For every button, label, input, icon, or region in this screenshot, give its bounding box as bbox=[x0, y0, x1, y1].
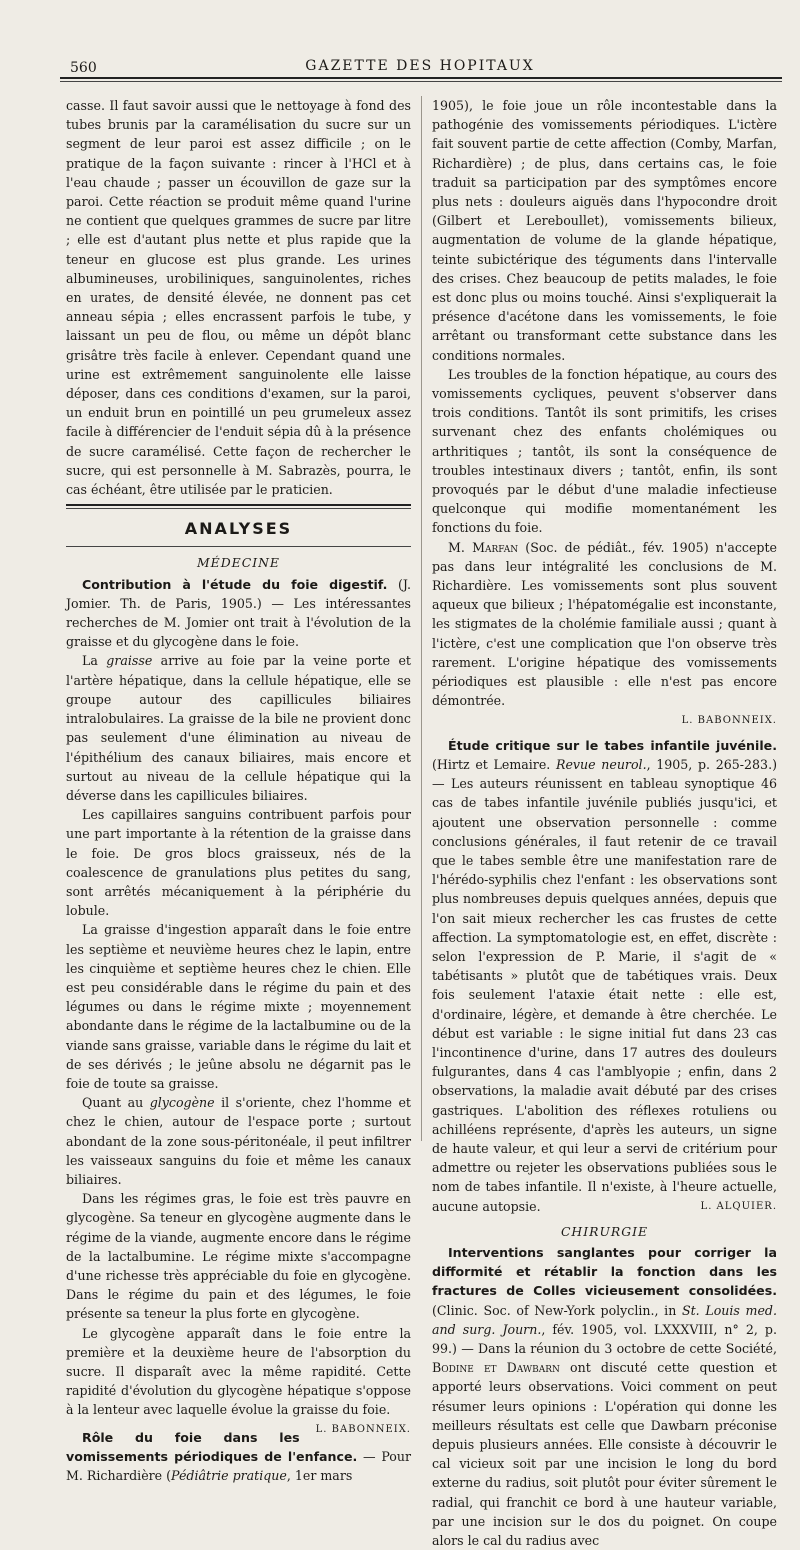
article-paragraph: Étude critique sur le tabes infantile juvénile. (Hirtz et Lemaire. Revue neurol., 1905, p. 265-283.) — Les auteurs réunissent en tableau synoptique 46 cas de tabes infantile juvénile publiés jusqu'ici, et ajoutent une observation personnelle : comme conclusions générales, il faut retenir de ce travail que le tabes semble être une manifestation rare de l'hérédo-syphilis chez l'enfant : les observations sont plus nombreuses depuis quelques années, depuis que l'on sait mieux rechercher les cas frustes de cette affection. La symptomatologie est, en effet, discrète : selon l'expression de P. Marie, il s'agit de « tabétisants » plutôt que de tabétiques vrais. Deux fois seulement l'ataxie était nette : elle est, d'ordinaire, légère, et demande à être cherchée. Le début est variable : le signe initial fut dans 23 cas l'incontinence d'urine, dans 17 autres des douleurs fulgurantes, dans 4 cas l'amblyopie ; enfin, dans 2 observations, la maladie avait débuté par des crises gastriques. L'abolition des réflexes rotuliens ou achilléens représente, d'après les auteurs, un signe de haute valeur, et qui leur a servi de critérium pour admettre ou rejeter les observations publiées sous le nom de tabes infantile. Il n'existe, à l'heure actuelle, aucune autopsie. L. ALQUIER. bbox=[432, 736, 777, 1216]
section-rule bbox=[66, 504, 411, 506]
article-paragraph: La graisse arrive au foie par la veine porte et l'artère hépatique, dans la cellule hépatique, elle se groupe autour des capillicules biliaires intralobulaires. La graisse de la bile ne provient donc pas seulement d'une élimination au niveau de l'épithélium des canaux biliaires, mais encore et surtout au niveau de la cellule hépatique qui la déverse dans les capillicules biliaires. bbox=[66, 653, 411, 803]
left-column bbox=[66, 96, 411, 1485]
article-paragraph: Les capillaires sanguins contribuent parfois pour une part importante à la rétention de la graisse dans le foie. De gros blocs graisseux, nés de la coalescence de granulations plus petites du sang, sont arrêtés mécaniquement à la périphérie du lobule. bbox=[66, 807, 411, 919]
article-title: Rôle du foie dans les vomissements périodiques de l'enfance. bbox=[66, 1429, 358, 1464]
subsection-title: CHIRURGIE bbox=[560, 1223, 649, 1239]
continued-paragraph: casse. Il faut savoir aussi que le nettoyage à fond des tubes brunis par la caramélisation du sucre sur un segment de leur paroi est assez difficile ; on le pratique de la façon suivante : rincer à l'HCl et à l'eau chaude ; passer un écouvillon de gaze sur la paroi. Cette réaction se produit même quand l'urine ne contient que quelques grammes de sucre par litre ; elle est d'autant plus nette et plus rapide que la teneur en glucose est plus grande. Les urines albumineuses, urobiliniques, sanguinolentes, riches en urates, de densité élevée, ne donnent pas cet anneau sépia ; elles encrassent parfois le tube, y laissant un peu de flou, ou même un dépôt blanc grisâtre très facile à enlever. Cependant quand une urine est extrêmement sanguinolente elle laisse déposer, dans ces conditions d'examen, sur la paroi, un enduit brun en pointillé un peu grumeleux assez facile à différencier de l'enduit sépia dû à la présence de sucre caramélisé. Cette façon de rechercher le sucre, qui est personnelle à M. Sabrazès, pourra, le cas échéant, être utilisée par le praticien. bbox=[66, 98, 411, 498]
article-paragraph: Rôle du foie dans les vomissements périodiques de l'enfance. — Pour M. Richardière (Pédiâtrie pratique, 1er mars bbox=[66, 1429, 411, 1484]
author-signature: L. BABONNEIX. bbox=[681, 714, 777, 726]
article-paragraph: La graisse d'ingestion apparaît dans le foie entre les septième et neuvième heures chez le lapin, entre les cinquième et septième heures chez le chien. Elle est peu considérable dans le régime du pain et des légumes ou dans le régime mixte ; moyennement abondante dans le régime de la lactalbumine ou de la viande sans graisse, variable dans le régime du lait et de ses dérivés ; le jeûne absolu ne dégarnit pas le foie de toute sa graisse. bbox=[66, 922, 411, 1091]
header-rule bbox=[60, 77, 782, 79]
article-paragraph: Les troubles de la fonction hépatique, au cours des vomissements cycliques, peuvent s'observer dans trois conditions. Tantôt ils sont primitifs, les crises survenant chez des enfants cholémiques ou arthritiques ; tantôt, ils sont la conséquence de troubles intestinaux divers ; tantôt, enfin, ils sont provoqués par le début d'une maladie infectieuse quelconque qui modifie momentanément les fonctions du foie. bbox=[432, 366, 777, 536]
article-title: Contribution à l'étude du foie digestif. bbox=[82, 576, 388, 592]
page-number: 560 bbox=[70, 60, 97, 76]
author-signature: L. ALQUIER. bbox=[700, 1200, 777, 1212]
article-paragraph: Dans les régimes gras, le foie est très pauvre en glycogène. Sa teneur en glycogène augmente dans le régime de la viande, augmente encore dans le régime de la lactalbumine. Le régime mixte s'accompagne d'une richesse très appréciable du foie en glycogène. Dans le régime du pain et des légumes, le foie présente sa teneur la plus forte en glycogène. bbox=[66, 1191, 411, 1322]
section-rule-thin bbox=[66, 508, 411, 509]
article-paragraph: 1905), le foie joue un rôle incontestable dans la pathogénie des vomissements périodiques. L'ictère fait souvent partie de cette affection (Comby, Marfan, Richardière) ; de plus, dans certains cas, le foie traduit sa participation par des symptômes encore plus nets : douleurs aiguës dans l'hypocondre droit (Gilbert et Lereboullet), vomissements bilieux, augmentation de volume de la glande hépatique, teinte subictérique des téguments dans l'intervalle des crises. Chez beaucoup de petits malades, le foie est donc plus ou moins touché. Ainsi s'expliquerait la présence d'acétone dans les vomissements, le foie arrêtant ou transformant cette substance dans les conditions normales. bbox=[432, 98, 777, 363]
column-divider bbox=[421, 96, 422, 1141]
article-title: Interventions sanglantes pour corriger la difformité et rétablir la fonction dans les fractures de Colles vicieusement consolidées. bbox=[432, 1244, 777, 1299]
subsection-title: MÉDECINE bbox=[197, 555, 280, 571]
article-paragraph: M. Marfan (Soc. de pédiât., fév. 1905) n'accepte pas dans leur intégralité les conclusions de M. Richardière. Les vomissements sont plus souvent aqueux que bilieux ; l'hépatomégalie est inconstante, les stigmates de la cholémie familiale aussi ; quant à l'ictère, c'est une complication que l'on observe très rarement. L'origine hépatique des vomissements périodiques est plausible : elle n'est pas encore démontrée. bbox=[432, 539, 778, 709]
section-title: ANALYSES bbox=[184, 519, 293, 539]
article-reference: (J. Jomier. Th. de Paris, 1905.) — bbox=[66, 576, 411, 611]
article-paragraph: Contribution à l'étude du foie digestif. (J. Jomier. Th. de Paris, 1905.) — Les intéressantes recherches de M. Jomier ont trait à l'évolution de la graisse et du glycogène dans le foie. bbox=[66, 576, 411, 650]
article-paragraph: Quant au glycogène il s'oriente, chez l'homme et chez le chien, autour de l'espace porte ; surtout abondant de la zone sous-péritonéale, il peut infiltrer les vaisseaux sanguins du foie et même les canaux biliaires. bbox=[66, 1095, 411, 1187]
running-title: GAZETTE DES HOPITAUX bbox=[305, 58, 535, 74]
author-signature: L. BABONNEIX. bbox=[315, 1423, 411, 1435]
header-rule-thin bbox=[60, 81, 782, 82]
article-paragraph: Le glycogène apparaît dans le foie entre la première et la deuxième heure de l'absorption du sucre. Il disparaît avec la même rapidité. Cette rapidité d'évolution du glycogène hépatique s'oppose à la lenteur avec laquelle évolue la graisse du foie. L. BABONNEIX. bbox=[66, 1324, 411, 1420]
right-column bbox=[432, 96, 777, 1550]
article-paragraph: Interventions sanglantes pour corriger la difformité et rétablir la fonction dans les fractures de Colles vicieusement consolidées. (Clinic. Soc. of New-York polyclin., in St. Louis med. and surg. Journ., fév. 1905, vol. LXXXVIII, n° 2, p. 99.) — Dans la réunion du 3 octobre de cette Société, Bodine et Dawbarn ont discuté cette question et apporté leurs observations. Voici comment on peut résumer leurs opinions : L'opération qui donne les meilleurs résultats est celle que Dawbarn préconise depuis plusieurs années. Elle consiste à découvrir le cal vicieux soit par une incision le long du bord externe du radius, soit plutôt pour éviter sûrement le radial, qui franchit ce bord à une hauteur variable, par une incision sur le dos du poignet. On coupe alors le cal du radius avec bbox=[432, 1244, 777, 1549]
article-title: Étude critique sur le tabes infantile juvénile. bbox=[448, 737, 777, 753]
section-rule-bottom bbox=[66, 546, 411, 547]
